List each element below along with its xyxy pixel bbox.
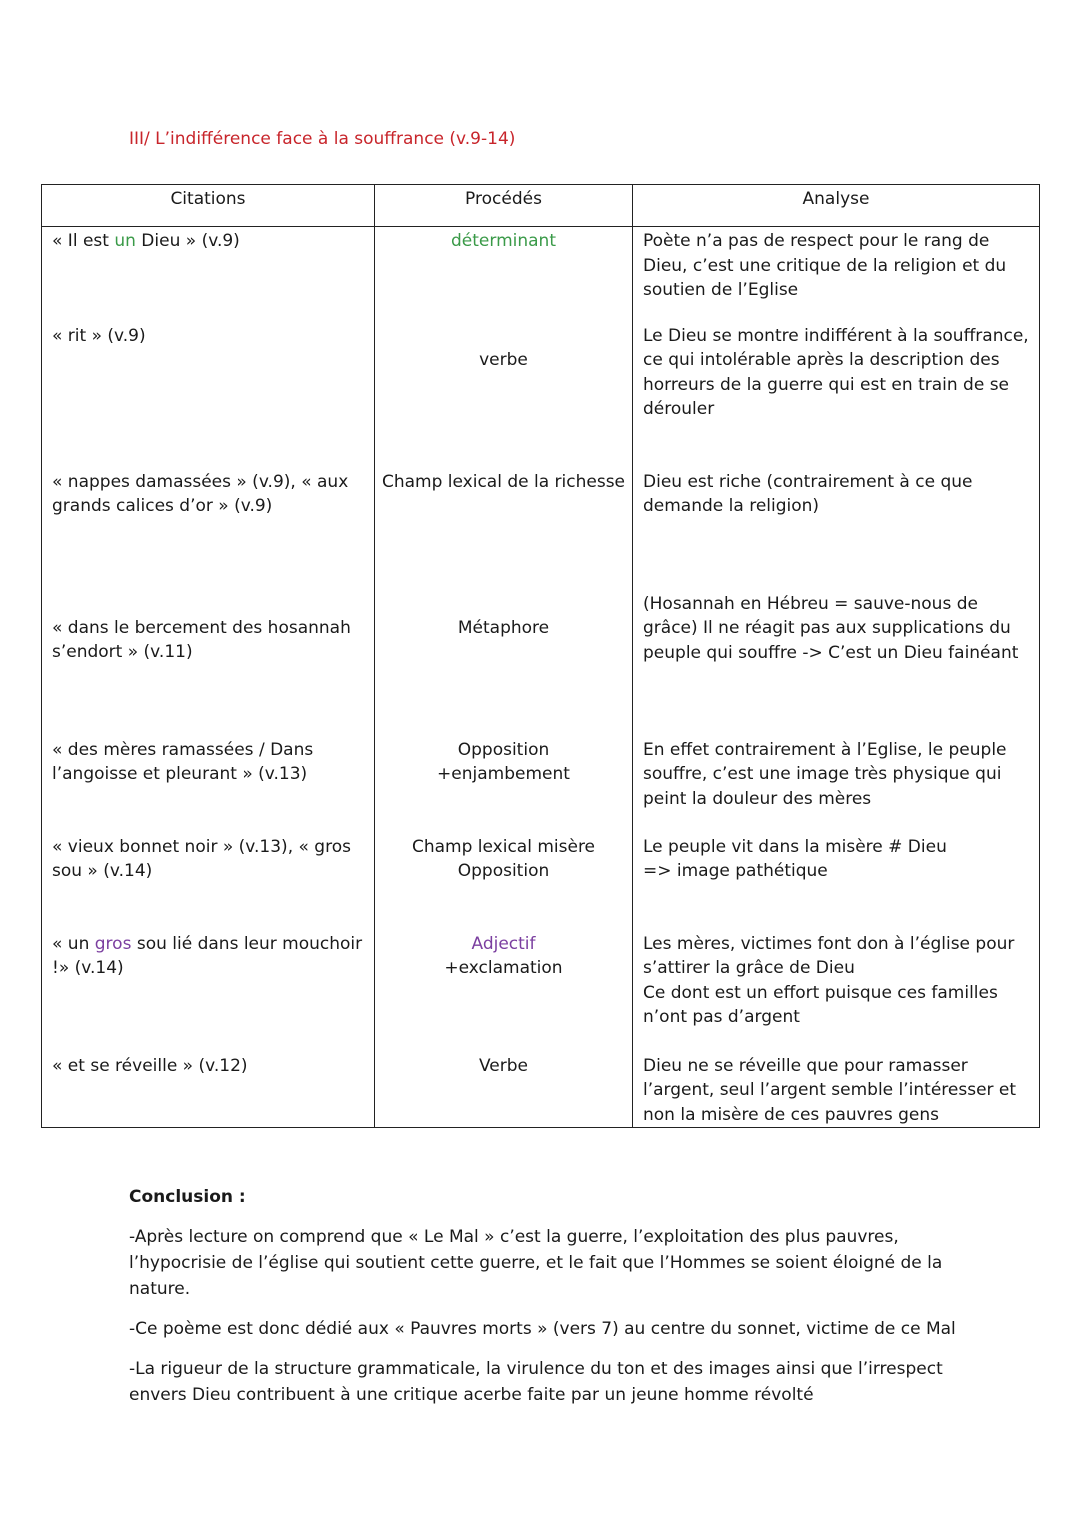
citation-cell bbox=[42, 227, 375, 324]
procede-text: +exclamation bbox=[444, 958, 563, 978]
procede-text: Champ lexical misère bbox=[411, 836, 596, 857]
analyse-text: Le peuple vit dans la misère # Dieu bbox=[643, 836, 947, 857]
analyse-text: => image pathétique bbox=[643, 861, 828, 881]
conclusion-paragraph: -Ce poème est donc dédié aux « Pauvres morts » (vers 7) au centre du sonnet, victime de ce Mal bbox=[129, 1319, 956, 1339]
table-row bbox=[42, 1054, 1040, 1128]
citation-cell: « rit » (v.9) bbox=[42, 324, 375, 470]
table-row bbox=[42, 835, 1040, 932]
analyse-text: Ce dont est un effort puisque ces familles n’ont pas d’argent bbox=[643, 982, 998, 1027]
conclusion-paragraph: -Après lecture on comprend que « Le Mal » c’est la guerre, l’exploitation des plus pauvres, l’hypocrisie de l’église qui soutient cette guerre, et le fait que l’Hommes se soient éloigné de la nature. bbox=[129, 1227, 943, 1299]
conclusion-paragraph: -La rigueur de la structure grammaticale, la virulence du ton et des images ainsi que l’irrespect envers Dieu contribuent à une critique acerbe faite par un jeune homme révolté bbox=[129, 1359, 943, 1405]
highlight-adjectif: gros bbox=[94, 933, 132, 954]
analyse-cell: Dieu ne se réveille que pour ramasser l’argent, seul l’argent semble l’intéresser et non la misère de ces pauvres gens bbox=[633, 1054, 1040, 1128]
analyse-text: Les mères, victimes font don à l’église pour s’attirer la grâce de Dieu bbox=[643, 933, 1015, 978]
analysis-table bbox=[41, 184, 1040, 1128]
conclusion-section bbox=[129, 1184, 959, 1422]
table-row bbox=[42, 738, 1040, 835]
procede-cell: Champ lexical de la richesse bbox=[375, 470, 633, 592]
citation-cell bbox=[42, 932, 375, 1054]
section-title: III/ L’indifférence face à la souffrance (v.9-14) bbox=[129, 129, 516, 149]
table-row bbox=[42, 227, 1040, 324]
header-analyse: Analyse bbox=[633, 185, 1040, 227]
table-row bbox=[42, 932, 1040, 1054]
procede-cell bbox=[375, 738, 633, 835]
procede-cell: déterminant bbox=[375, 227, 633, 324]
citation-text: sou lié dans leur mouchoir !» (v.14) bbox=[52, 933, 363, 978]
procede-cell bbox=[375, 324, 633, 470]
analyse-cell: (Hosannah en Hébreu = sauve-nous de grâce) Il ne réagit pas aux supplications du peuple qui souffre -> C’est un Dieu fainéant bbox=[633, 592, 1040, 738]
analyse-cell: Le Dieu se montre indifférent à la souffrance, ce qui intolérable après la description des horreurs de la guerre qui est en train de se dérouler bbox=[633, 324, 1040, 470]
procede-text: verbe bbox=[479, 349, 528, 370]
procede-cell: Verbe bbox=[375, 1054, 633, 1128]
procede-cell bbox=[375, 835, 633, 932]
analyse-cell: Dieu est riche (contrairement à ce que demande la religion) bbox=[633, 470, 1040, 592]
procede-text: Opposition bbox=[457, 861, 550, 881]
procede-text: Opposition bbox=[457, 739, 550, 760]
analyse-cell: En effet contrairement à l’Eglise, le peuple souffre, c’est une image très physique qui peint la douleur des mères bbox=[633, 738, 1040, 835]
citation-text: Dieu » (v.9) bbox=[135, 231, 240, 251]
table-header-row bbox=[42, 185, 1040, 227]
citation-cell: « nappes damassées » (v.9), « aux grands calices d’or » (v.9) bbox=[42, 470, 375, 592]
citation-cell: « dans le bercement des hosannah s’endort » (v.11) bbox=[42, 592, 375, 738]
citation-cell: « des mères ramassées / Dans l’angoisse et pleurant » (v.13) bbox=[42, 738, 375, 835]
analyse-cell: Poète n’a pas de respect pour le rang de Dieu, c’est une critique de la religion et du soutien de l’Eglise bbox=[633, 227, 1040, 324]
analyse-cell bbox=[633, 835, 1040, 932]
header-citations: Citations bbox=[42, 185, 375, 227]
table-row bbox=[42, 324, 1040, 470]
header-procedes: Procédés bbox=[375, 185, 633, 227]
procede-text: +enjambement bbox=[437, 764, 570, 784]
procede-text: Adjectif bbox=[471, 933, 536, 954]
highlight-determinant: un bbox=[114, 231, 136, 251]
procede-cell bbox=[375, 932, 633, 1054]
analyse-cell bbox=[633, 932, 1040, 1054]
conclusion-heading: Conclusion : bbox=[129, 1187, 246, 1207]
table-row bbox=[42, 470, 1040, 592]
citation-cell: « et se réveille » (v.12) bbox=[42, 1054, 375, 1128]
citation-text: « un bbox=[52, 933, 95, 954]
citation-text: « Il est bbox=[52, 231, 115, 251]
procede-cell: Métaphore bbox=[375, 592, 633, 738]
citation-cell: « vieux bonnet noir » (v.13), « gros sou » (v.14) bbox=[42, 835, 375, 932]
table-row bbox=[42, 592, 1040, 738]
